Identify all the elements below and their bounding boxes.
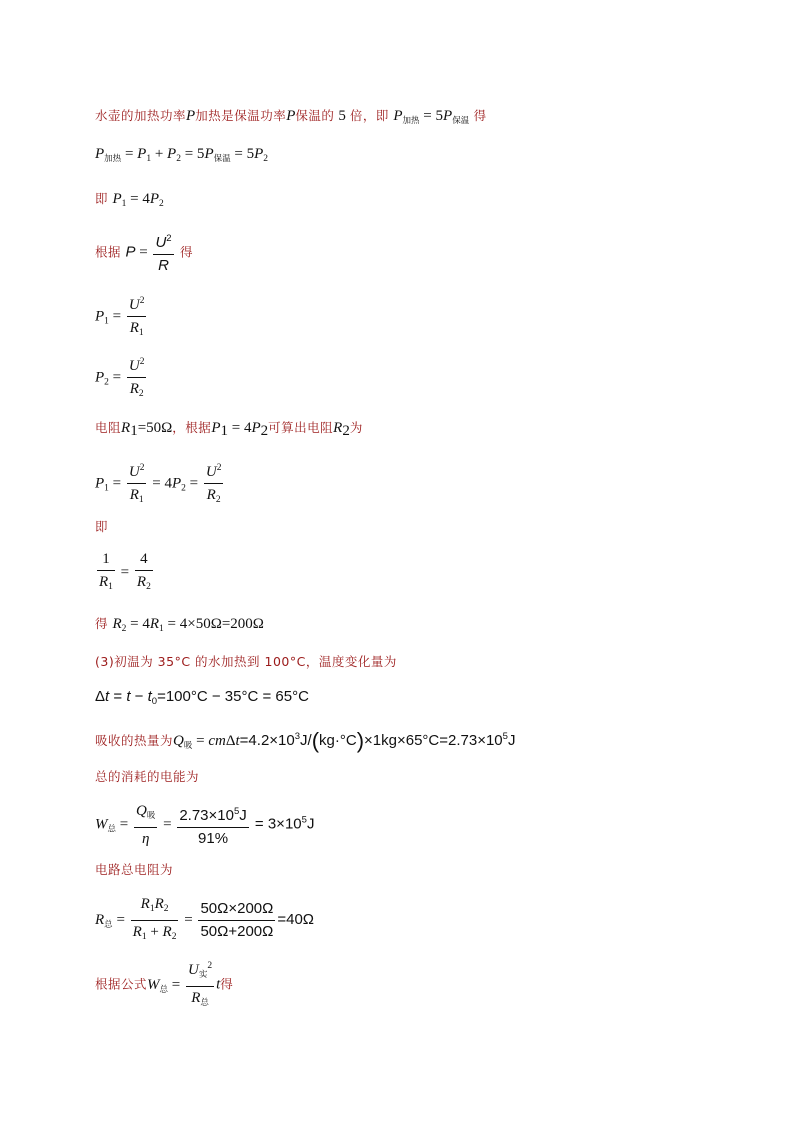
text-segment: 根据 <box>95 244 122 260</box>
formula-reciprocal: $\frac{1}{R_1}$ = $\frac{4}{R_2}$ <box>95 548 155 598</box>
formula-total-resistance: $R_总$ = $\frac{R_1R_2}{R_1 + R_2}$ = $\frac{50\Omega\times 200\Omega}{50\Omega+200\Omega}$ =40Ω <box>95 893 314 948</box>
formula-power-sum: $P_{加热} = P_1 + P_2 = 5P_{保温} = 5P_2$ <box>95 146 269 164</box>
formula-p2: $P_2$ = $\frac{U^2}{R_2}$ <box>95 351 148 405</box>
text-segment: 得 <box>180 244 194 260</box>
formula-total-energy: $W_总$ = $\frac{Q_吸}{\eta}$ = $\frac{2.73\times 10^5J}{91\%}$ = $3\times 10^5J$ <box>95 800 314 850</box>
fraction: $\frac{U^2}{R_1}$ <box>127 290 147 344</box>
formula-p1-p2-relation: $P_1$ = $\frac{U^2}{R_1}$ = $4P_2$ = $\frac{U^2}{R_2}$ <box>95 457 225 511</box>
fraction: $\frac{U_实^2}{R_总}$ <box>186 955 214 1014</box>
text-heating-power-ratio <box>95 106 487 126</box>
text-segment: 即 <box>95 191 109 206</box>
formula-heating-equals-5-keep-warm: $P_{加热} = 5P_{保温}$ <box>393 108 470 126</box>
fraction: $\frac{4}{R_2}$ <box>135 548 153 598</box>
text-segment: 水壶的加热功率 <box>95 108 187 123</box>
fraction: $\frac{R_1R_2}{R_1 + R_2}$ <box>131 893 179 948</box>
symbol-P: P <box>286 108 296 124</box>
fraction: $\frac{U^2}{R_2}$ <box>127 351 147 405</box>
formula-p1: $P_1$ = $\frac{U^2}{R_1}$ <box>95 290 148 344</box>
formula-temperature-change: $\Delta t = t - t_0=100^\circ C - 35^\circ C = 65^\circ C$ <box>95 688 309 707</box>
text-segment: 得 <box>473 108 487 123</box>
formula-heat-absorbed: 吸收的热量为$Q_吸 = cm\Delta t=4.2\times 10^3J/(kg\cdot^\circ C)\times 1kg\times 65^\circ C=2.73\times 10^5J$ <box>95 728 516 753</box>
fraction: $\frac{U^2}{R_2}$ <box>204 457 224 511</box>
fraction: $\frac{U^2}{R_1}$ <box>127 457 147 511</box>
formula-p1-equals-4p2: 即 $P_1 = 4P_2$ <box>95 191 164 209</box>
text-so: 即 <box>95 519 109 534</box>
number: 5 <box>338 108 346 124</box>
formula-r2-result: 得 $R_2 = 4R_1 = 4\times 50\Omega=200\Omega$ <box>95 616 264 634</box>
fraction: $\frac{1}{R_1}$ <box>97 548 115 598</box>
text-total-energy: 总的消耗的电能为 <box>95 769 200 784</box>
fraction: $\frac{50\Omega\times 200\Omega}{50\Omega+200\Omega}$ <box>200 900 274 940</box>
text-part-3-intro: (3)初温为 35°C 的水加热到 100°C，温度变化量为 <box>95 654 397 669</box>
text-segment: 加热是保温功率 <box>195 108 287 123</box>
fraction: $\frac{Q_吸}{\eta}$ <box>134 800 157 850</box>
fraction: $\frac{2.73\times 10^5J}{91\%}$ <box>177 801 248 850</box>
text-resistance-r1: 电阻$R_1=50\Omega$，根据$P_1 = 4P_2$可算出电阻$R_2$为 <box>95 420 363 439</box>
text-segment: 倍，即 <box>349 108 389 123</box>
formula-power-definition: 根据 P = $\frac{U^2}{R}$ 得 <box>95 228 193 277</box>
fraction: $\frac{U^2}{R}$ <box>153 228 173 277</box>
text-total-resistance: 电路总电阻为 <box>95 862 174 877</box>
symbol-P: P <box>186 108 196 124</box>
formula-energy-voltage: 根据公式$W_总$ = $\frac{U_实^2}{R_总}$ t得 <box>95 955 233 1014</box>
text-segment: 保温的 <box>295 108 335 123</box>
